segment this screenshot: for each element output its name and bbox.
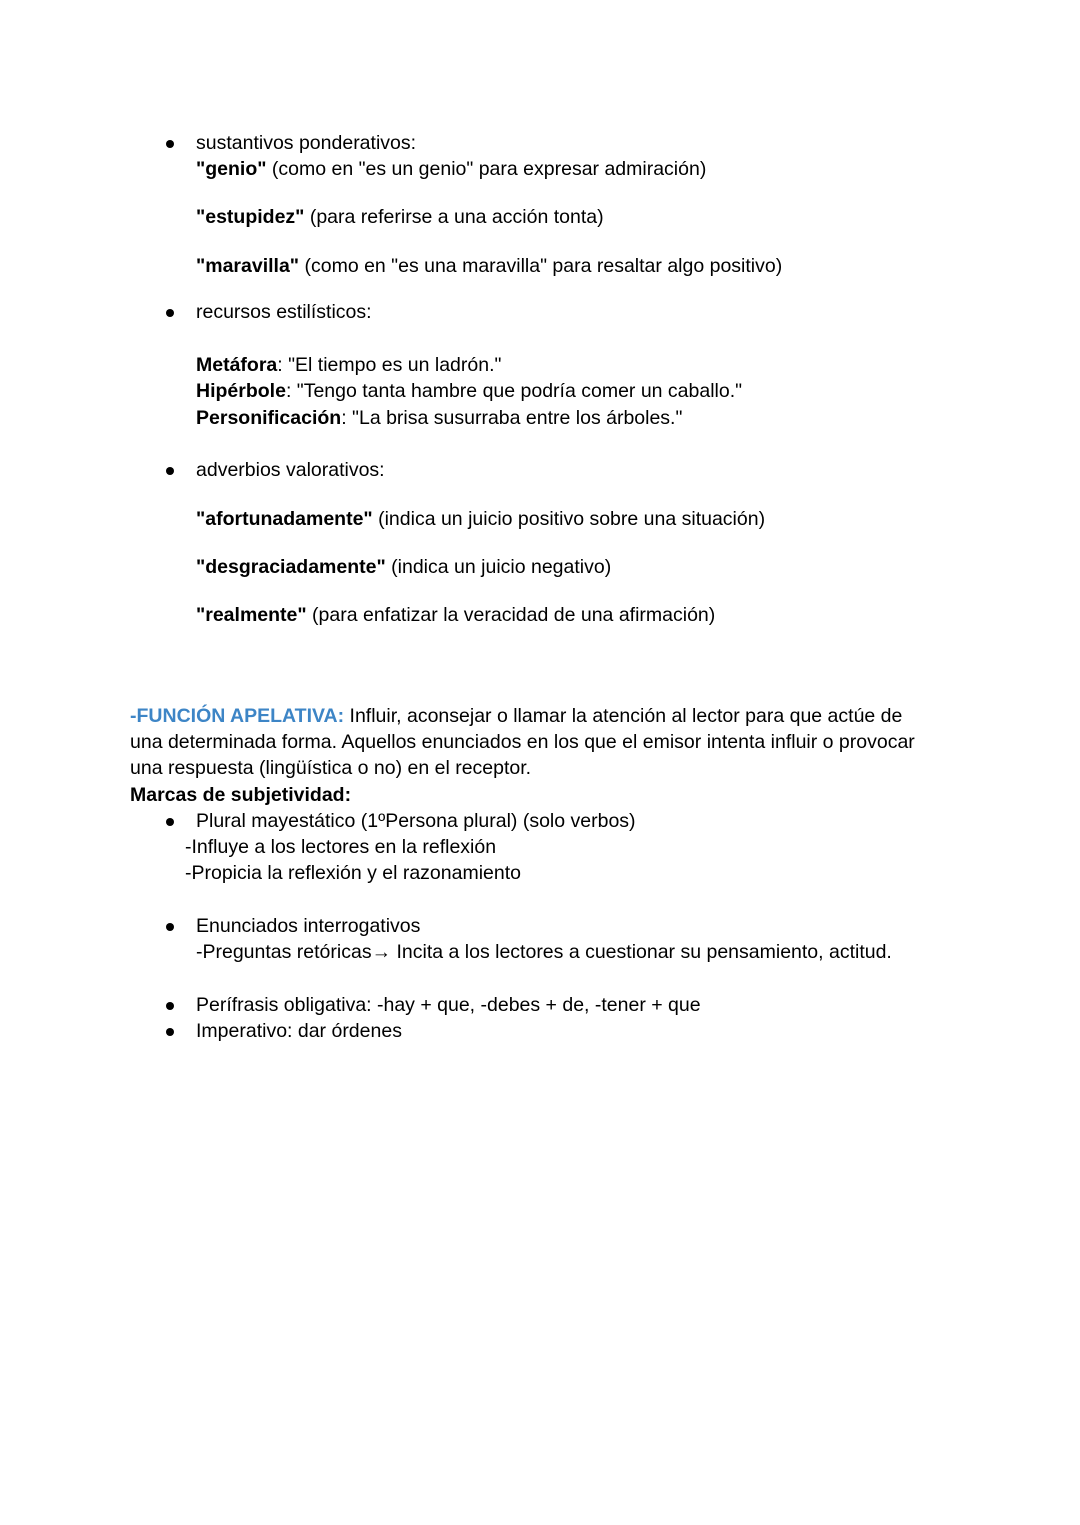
example-hiperbole bbox=[196, 378, 742, 404]
apelativa-title: -FUNCIÓN APELATIVA: bbox=[130, 705, 345, 727]
example-afortunadamente bbox=[196, 506, 765, 532]
example-note: (para referirse a una acción tonta) bbox=[304, 206, 604, 228]
plural-sub-1: -Influye a los lectores en la reflexión bbox=[185, 836, 497, 858]
adverbios-heading: adverbios valorativos: bbox=[196, 459, 385, 481]
plural-label: Plural mayestático (1ºPersona plural) (solo verbos) bbox=[196, 810, 636, 832]
example-genio bbox=[196, 156, 706, 182]
example-note: (indica un juicio negativo) bbox=[385, 556, 612, 578]
example-term: "realmente" bbox=[196, 604, 307, 626]
imperativo-text: Imperativo: dar órdenes bbox=[196, 1020, 402, 1042]
bullet-interrogativos bbox=[166, 923, 174, 931]
example-term: "genio" bbox=[196, 158, 267, 180]
example-note: (como en "es un genio" para expresar admiración) bbox=[266, 158, 707, 180]
example-realmente bbox=[196, 602, 715, 628]
interrogativos-label: Enunciados interrogativos bbox=[196, 915, 421, 937]
perifrasis-text: Perífrasis obligativa: -hay + que, -debes + de, -tener + que bbox=[196, 994, 701, 1016]
apelativa-intro-line-1 bbox=[130, 703, 902, 729]
recursos-heading: recursos estilísticos: bbox=[196, 301, 372, 323]
example-term: "maravilla" bbox=[196, 255, 300, 277]
interrogativos-sub: -Preguntas retóricas→ Incita a los lectores a cuestionar su pensamiento, actitud. bbox=[196, 941, 892, 963]
bullet-perifrasis bbox=[166, 1002, 174, 1010]
example-term: Personificación bbox=[196, 407, 342, 429]
example-estupidez bbox=[196, 204, 604, 230]
example-note: (para enfatizar la veracidad de una afirmación) bbox=[306, 604, 716, 626]
example-note: (indica un juicio positivo sobre una situación) bbox=[372, 508, 766, 530]
bullet-plural bbox=[166, 818, 174, 826]
example-term: "desgraciadamente" bbox=[196, 556, 386, 578]
example-term: Metáfora bbox=[196, 354, 278, 376]
apelativa-intro-text: Influir, aconsejar o llamar la atención al lector para que actúe de bbox=[344, 705, 903, 727]
example-note: (como en "es una maravilla" para resaltar algo positivo) bbox=[299, 255, 783, 277]
example-term: Hipérbole bbox=[196, 380, 286, 402]
apelativa-intro-line-2: una determinada forma. Aquellos enunciados en los que el emisor intenta influir o provocar bbox=[130, 731, 915, 753]
bullet-imperativo bbox=[166, 1028, 174, 1036]
bullet-sustantivos bbox=[166, 140, 174, 148]
bullet-adverbios bbox=[166, 467, 174, 475]
example-note: : "La brisa susurraba entre los árboles." bbox=[341, 407, 683, 429]
example-term: "afortunadamente" bbox=[196, 508, 373, 530]
example-note: : "Tengo tanta hambre que podría comer un caballo." bbox=[285, 380, 743, 402]
example-maravilla bbox=[196, 253, 782, 279]
apelativa-intro-line-3: una respuesta (lingüística o no) en el receptor. bbox=[130, 757, 532, 779]
example-note: : "El tiempo es un ladrón." bbox=[277, 354, 502, 376]
bullet-recursos bbox=[166, 309, 174, 317]
plural-sub-2: -Propicia la reflexión y el razonamiento bbox=[185, 862, 521, 884]
example-personificacion bbox=[196, 405, 682, 431]
example-term: "estupidez" bbox=[196, 206, 305, 228]
example-metafora bbox=[196, 352, 501, 378]
example-desgraciadamente bbox=[196, 554, 611, 580]
marcas-heading: Marcas de subjetividad: bbox=[130, 784, 352, 806]
sustantivos-heading: sustantivos ponderativos: bbox=[196, 132, 417, 154]
